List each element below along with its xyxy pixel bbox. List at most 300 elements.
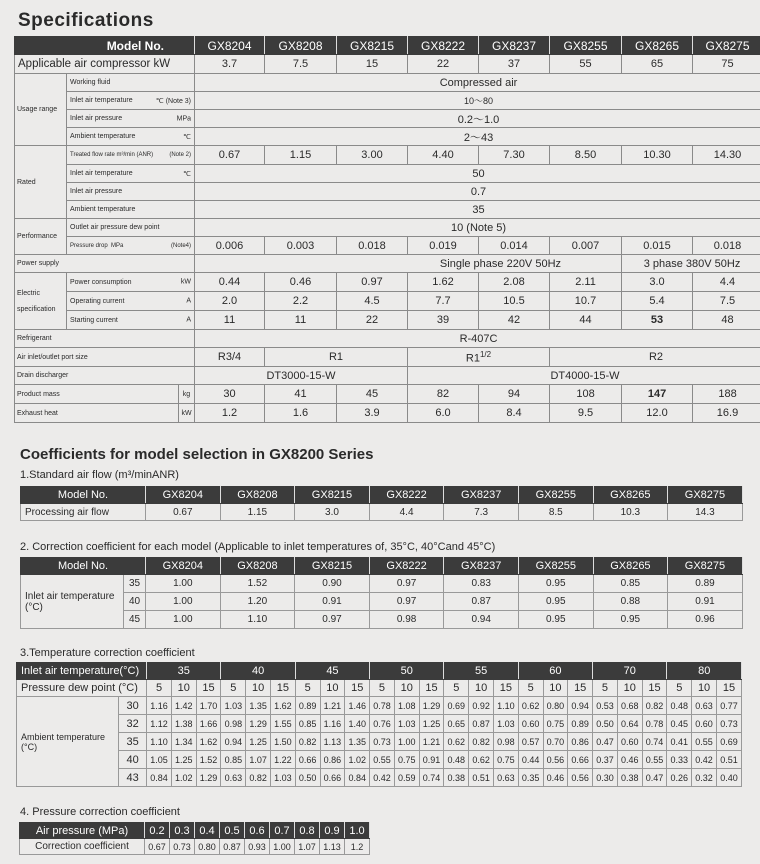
label-text: Inlet air temperature (70, 97, 133, 104)
cell: 1.03 (221, 697, 246, 715)
table-row (17, 697, 742, 715)
cell: 0.41 (667, 733, 692, 751)
cell: 0.73 (170, 839, 195, 855)
dew-cell: 10 (394, 680, 419, 697)
cell: 0.88 (593, 593, 668, 611)
cell: 1.66 (196, 715, 221, 733)
working-fluid-row (15, 74, 760, 92)
cell: 1.46 (345, 697, 370, 715)
dew-point-header: Pressure dew point (°C) (17, 680, 147, 697)
model-header: GX8265 (622, 37, 693, 55)
cell: 10.7 (550, 292, 622, 311)
cell: 0.87 (444, 593, 519, 611)
inlet-temp-cell: 60 (518, 663, 592, 680)
temp-cell: 32 (119, 715, 147, 733)
dew-cell: 10 (617, 680, 642, 697)
cell: 1.70 (196, 697, 221, 715)
inlet-temp-cell: 45 (295, 663, 369, 680)
s1-header-row (21, 487, 743, 504)
s3-dew-row (17, 680, 742, 697)
cell: Single phase 220V 50Hz (195, 255, 622, 273)
unit: (Note 2) (169, 152, 192, 158)
model-header: GX8222 (369, 558, 444, 575)
cell: 0.60 (617, 733, 642, 751)
processing-flow-row (21, 504, 743, 521)
cell: 0.38 (444, 769, 469, 787)
row-label: Ambient temperature (67, 201, 195, 219)
cell: 1.34 (171, 733, 196, 751)
cell: 44 (550, 311, 622, 330)
cell: 1.10 (493, 697, 518, 715)
cell: R-407C (195, 330, 760, 348)
cell: 188 (693, 385, 760, 404)
label-text: Operating current (70, 297, 125, 305)
cell: 0.42 (692, 751, 717, 769)
cell: 0.74 (642, 733, 667, 751)
cell: 8.4 (479, 404, 550, 423)
cell: 1.2 (195, 404, 265, 423)
dew-cell: 5 (221, 680, 246, 697)
table-row (21, 611, 743, 629)
cell: 30 (195, 385, 265, 404)
cell: 0.66 (295, 751, 320, 769)
group-label: Air inlet/outlet port size (15, 348, 195, 367)
model-header: GX8204 (146, 558, 221, 575)
cell: 45 (337, 385, 408, 404)
cell: 0.82 (295, 733, 320, 751)
cell: 82 (408, 385, 479, 404)
cell: 1.02 (345, 751, 370, 769)
cell: 0.7 (195, 183, 760, 201)
pressure-cell: 1.0 (345, 823, 370, 839)
cell: R1 (265, 348, 408, 367)
row-label (67, 165, 195, 183)
inlet-temp-cell: 40 (221, 663, 295, 680)
cell: 0.48 (667, 697, 692, 715)
cell: 2～43 (195, 128, 760, 146)
temp-cell: 35 (124, 575, 146, 593)
cell: 0.83 (444, 575, 519, 593)
model-header: GX8215 (295, 558, 370, 575)
cell: 0.015 (622, 237, 693, 255)
row-label (67, 237, 195, 255)
row-label: Working fluid (67, 74, 195, 92)
rated-ambient-row (15, 201, 760, 219)
cell: 0.007 (550, 237, 622, 255)
port-main: R1 (465, 352, 480, 365)
cell: 14.30 (693, 146, 760, 165)
cell: 0.82 (469, 733, 494, 751)
cell: 0.91 (668, 593, 743, 611)
cell: 0.97 (369, 575, 444, 593)
cell: 1.20 (220, 593, 295, 611)
cell: 0.84 (345, 769, 370, 787)
cell: 0.95 (518, 593, 593, 611)
row-label: Inlet air pressure (67, 183, 195, 201)
inlet-temp-cell: 35 (147, 663, 221, 680)
pressure-header: Air pressure (MPa) (20, 823, 145, 839)
label-line: Ambient temperature (21, 731, 106, 742)
cell: 1.21 (419, 733, 444, 751)
cell: 0.89 (568, 715, 593, 733)
cell: Compressed air (195, 74, 760, 92)
dew-cell: 10 (171, 680, 196, 697)
model-header: GX8237 (444, 487, 519, 504)
cell: 0.85 (593, 575, 668, 593)
cell: 7.30 (479, 146, 550, 165)
dew-cell: 5 (667, 680, 692, 697)
cell: 0.80 (543, 697, 568, 715)
cell: 2.11 (550, 273, 622, 292)
temp-correction-table (16, 662, 742, 787)
unit: A (186, 316, 192, 324)
spec-header-row (15, 37, 760, 55)
label-line: (°C) (25, 601, 43, 613)
label-text: Pressure drop (70, 242, 108, 249)
dew-cell: 15 (196, 680, 221, 697)
cell: 5.4 (622, 292, 693, 311)
cell: 0.56 (568, 769, 593, 787)
dew-cell: 15 (419, 680, 444, 697)
cell: 65 (622, 55, 693, 74)
unit: (Note4) (171, 242, 192, 249)
cell: 12.0 (622, 404, 693, 423)
cell: 0.87 (469, 715, 494, 733)
model-header: GX8215 (337, 37, 408, 55)
cell: 0.95 (518, 575, 593, 593)
cell: 0.91 (295, 593, 370, 611)
cell: 14.3 (668, 504, 743, 521)
cell: 6.0 (408, 404, 479, 423)
cell: 0.92 (469, 697, 494, 715)
cell: 1.35 (345, 733, 370, 751)
group-label: Rated (15, 146, 67, 219)
standard-flow-table (20, 486, 743, 521)
cell: 1.2 (345, 839, 370, 855)
cell: 0.55 (370, 751, 395, 769)
s4-value-row (20, 839, 370, 855)
group-label: Drain discharger (15, 367, 195, 385)
model-header: GX8275 (693, 37, 760, 55)
cell: 1.07 (295, 839, 320, 855)
cell: 1.16 (320, 715, 345, 733)
cell: 1.42 (171, 697, 196, 715)
cell: 0.86 (568, 733, 593, 751)
cell: 0.85 (221, 751, 246, 769)
cell: 3.0 (295, 504, 370, 521)
dew-cell: 10 (320, 680, 345, 697)
ambient-temp-row (15, 128, 760, 146)
dew-cell: 15 (568, 680, 593, 697)
cell: 0.94 (221, 733, 246, 751)
cell: 1.55 (270, 715, 295, 733)
cell: 1.15 (220, 504, 295, 521)
cell: 0.56 (543, 751, 568, 769)
cell: 1.40 (345, 715, 370, 733)
cell: 0.019 (408, 237, 479, 255)
pressure-cell: 0.8 (295, 823, 320, 839)
temp-cell: 40 (119, 751, 147, 769)
unit: kg (179, 385, 195, 404)
cell: 0.59 (394, 769, 419, 787)
temp-cell: 45 (124, 611, 146, 629)
cell: 0.67 (146, 504, 221, 521)
cell: 1.62 (408, 273, 479, 292)
cell: 0.78 (642, 715, 667, 733)
cell: DT3000-15-W (195, 367, 408, 385)
power-consumption-row (15, 273, 760, 292)
cell: 42 (479, 311, 550, 330)
inlet-temp-header: Inlet air temperature(°C) (17, 663, 147, 680)
cell: 16.9 (693, 404, 760, 423)
cell: 0.44 (195, 273, 265, 292)
unit: MPa (111, 242, 124, 249)
model-header: GX8208 (220, 487, 295, 504)
cell: 1.25 (246, 733, 271, 751)
cell: 0.42 (370, 769, 395, 787)
operating-current-row (15, 292, 760, 311)
rated-inlet-temp-row (15, 165, 760, 183)
cell: 0.97 (369, 593, 444, 611)
model-header: GX8237 (444, 558, 519, 575)
cell: 4.5 (337, 292, 408, 311)
dew-point-row (15, 219, 760, 237)
cell: 10.3 (593, 504, 668, 521)
starting-current-row (15, 311, 760, 330)
inlet-temp-row (15, 92, 760, 110)
cell: 0.60 (518, 715, 543, 733)
row-label: Applicable air compressor kW (15, 55, 195, 74)
rated-inlet-pressure-row (15, 183, 760, 201)
cell: 0.44 (518, 751, 543, 769)
cell: 0.87 (220, 839, 245, 855)
drain-row (15, 367, 760, 385)
cell: 1.00 (146, 575, 221, 593)
cell: 0.50 (593, 715, 618, 733)
cell: 3.9 (337, 404, 408, 423)
power-supply-row (15, 255, 760, 273)
cell: 0.89 (668, 575, 743, 593)
cell: 2.08 (479, 273, 550, 292)
cell: 1.10 (220, 611, 295, 629)
cell: 1.22 (270, 751, 295, 769)
unit: A (186, 297, 192, 305)
model-header: GX8237 (479, 37, 550, 55)
cell: 0.97 (337, 273, 408, 292)
cell: 0.85 (295, 715, 320, 733)
cell: 0.60 (692, 715, 717, 733)
model-header: GX8275 (668, 487, 743, 504)
model-no-header: Model No. (15, 37, 195, 55)
cell: 0.018 (337, 237, 408, 255)
group-label-line: Electric (17, 289, 40, 297)
table-row (21, 593, 743, 611)
cell: 41 (265, 385, 337, 404)
row-label (67, 311, 195, 330)
pressure-cell: 0.4 (195, 823, 220, 839)
dew-cell: 15 (270, 680, 295, 697)
cell: 1.35 (246, 697, 271, 715)
cell: 1.29 (196, 769, 221, 787)
cell: 3.0 (622, 273, 693, 292)
cell: 0.53 (593, 697, 618, 715)
dew-cell: 5 (147, 680, 172, 697)
cell: R3/4 (195, 348, 265, 367)
cell: 22 (337, 311, 408, 330)
group-label (15, 273, 67, 330)
temp-cell: 43 (119, 769, 147, 787)
dew-cell: 15 (345, 680, 370, 697)
pressure-cell: 0.2 (145, 823, 170, 839)
cell: 1.62 (270, 697, 295, 715)
cell: 0.75 (394, 751, 419, 769)
pressure-correction-table (19, 822, 370, 855)
row-label (67, 273, 195, 292)
cell: 1.00 (146, 593, 221, 611)
cell: 4.4 (693, 273, 760, 292)
model-header: GX8215 (295, 487, 370, 504)
group-label-line: specification (17, 305, 56, 313)
cell: 0.66 (568, 751, 593, 769)
table-row (21, 575, 743, 593)
dew-cell: 10 (692, 680, 717, 697)
cell: 55 (550, 55, 622, 74)
cell: 94 (479, 385, 550, 404)
cell: 22 (408, 55, 479, 74)
cell: 0.47 (593, 733, 618, 751)
cell: 0.67 (195, 146, 265, 165)
cell: 0.84 (147, 769, 172, 787)
cell: 37 (479, 55, 550, 74)
pressure-cell: 0.9 (320, 823, 345, 839)
cell: 48 (693, 311, 760, 330)
cell: 53 (622, 311, 693, 330)
cell: 0.51 (469, 769, 494, 787)
model-header: GX8265 (593, 487, 668, 504)
cell: 0.96 (668, 611, 743, 629)
cell: 4.4 (369, 504, 444, 521)
cell: 0.45 (667, 715, 692, 733)
model-header: GX8275 (668, 558, 743, 575)
cell: 0.74 (419, 769, 444, 787)
unit: kW (179, 404, 195, 423)
temp-cell: 40 (124, 593, 146, 611)
cell: 0.73 (370, 733, 395, 751)
s4-header-row (20, 823, 370, 839)
cell: 0.67 (145, 839, 170, 855)
cell: 0.62 (469, 751, 494, 769)
cell: 0.62 (444, 733, 469, 751)
cell: 0.30 (593, 769, 618, 787)
cell: 0.89 (295, 697, 320, 715)
s3-inlet-row (17, 663, 742, 680)
cell: 0.82 (246, 769, 271, 787)
cell: 0.97 (295, 611, 370, 629)
row-label: Correction coefficient (20, 839, 145, 855)
refrigerant-row (15, 330, 760, 348)
dew-cell: 5 (444, 680, 469, 697)
group-label: Refrigerant (15, 330, 195, 348)
dew-cell: 10 (543, 680, 568, 697)
cell: 0.98 (221, 715, 246, 733)
cell: 0.66 (320, 769, 345, 787)
row-label (21, 575, 124, 629)
cell: 9.5 (550, 404, 622, 423)
cell: 1.15 (265, 146, 337, 165)
cell: 7.5 (265, 55, 337, 74)
cell: 75 (693, 55, 760, 74)
cell: 35 (195, 201, 760, 219)
model-header: GX8204 (195, 37, 265, 55)
cell: 10 (Note 5) (195, 219, 760, 237)
cell: 1.13 (320, 839, 345, 855)
cell: 8.5 (518, 504, 593, 521)
dew-cell: 5 (593, 680, 618, 697)
treated-flow-row (15, 146, 760, 165)
model-header: GX8265 (593, 558, 668, 575)
cell: 1.25 (419, 715, 444, 733)
cell: 10.5 (479, 292, 550, 311)
cell: 1.03 (270, 769, 295, 787)
cell: 1.10 (147, 733, 172, 751)
table-row (17, 733, 742, 751)
cell: 0.32 (692, 769, 717, 787)
label-line: (°C) (21, 741, 38, 752)
group-label: Exhaust heat (15, 404, 179, 423)
coef-title: Coefficients for model selection in GX8200 Series (20, 446, 374, 463)
cell: 0.98 (369, 611, 444, 629)
cell: 11 (265, 311, 337, 330)
cell: 50 (195, 165, 760, 183)
model-header: GX8255 (550, 37, 622, 55)
cell: 0.86 (320, 751, 345, 769)
inlet-temp-cell: 80 (667, 663, 742, 680)
cell: 0.70 (543, 733, 568, 751)
cell: 0.46 (617, 751, 642, 769)
cell: 0.77 (716, 697, 741, 715)
inlet-temp-cell: 55 (444, 663, 518, 680)
cell: 1.03 (394, 715, 419, 733)
dew-cell: 15 (493, 680, 518, 697)
cell: 0.68 (617, 697, 642, 715)
dew-cell: 5 (370, 680, 395, 697)
model-correction-table (20, 557, 743, 629)
row-label: Processing air flow (21, 504, 146, 521)
cell: 0.35 (518, 769, 543, 787)
cell: 0.46 (265, 273, 337, 292)
row-label (67, 110, 195, 128)
row-label (67, 128, 195, 146)
cell: 4.40 (408, 146, 479, 165)
cell: 10.30 (622, 146, 693, 165)
model-header: GX8222 (408, 37, 479, 55)
cell: 108 (550, 385, 622, 404)
cell: 1.52 (196, 751, 221, 769)
cell: 0.26 (667, 769, 692, 787)
model-header: GX8222 (369, 487, 444, 504)
cell: 0.95 (593, 611, 668, 629)
cell: 0.91 (419, 751, 444, 769)
cell: 0.63 (493, 769, 518, 787)
cell: 0.46 (543, 769, 568, 787)
group-label: Performance (15, 219, 67, 255)
cell: 0.93 (245, 839, 270, 855)
cell: 147 (622, 385, 693, 404)
cell: 8.50 (550, 146, 622, 165)
cell: 0.50 (295, 769, 320, 787)
row-label (17, 697, 119, 787)
pressure-cell: 0.6 (245, 823, 270, 839)
